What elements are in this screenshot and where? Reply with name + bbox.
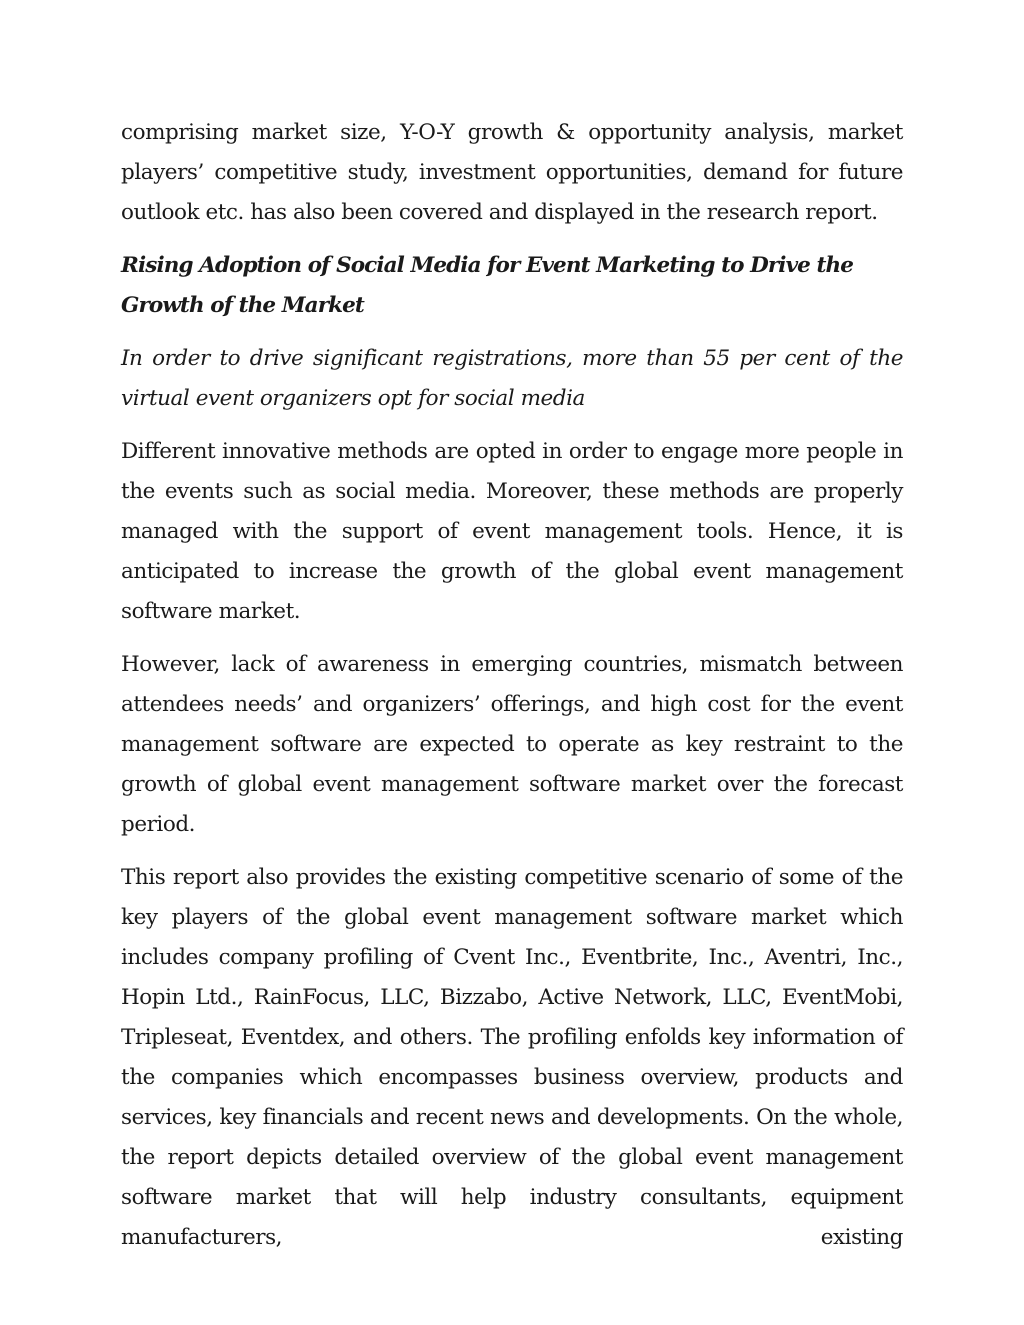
paragraph-restraints: However, lack of awareness in emerging countries, mismatch between attendees needs’ and organizers’ offerings, and high cost for the event management software are expected to operate as key restraint to the growth of global event management software market over the forecast period. [121,652,903,837]
paragraph-innovative-methods: Different innovative methods are opted in order to engage more people in the events such as social media. Moreover, these methods are properly managed with the support of event management tools. Hence, it is anticipated to increase the growth of the global event management software market. [121,439,903,624]
paragraph-market-coverage: comprising market size, Y-O-Y growth & opportunity analysis, market players’ competitive study, investment opportunities, demand for future outlook etc. has also been covered and displayed in the research report. [121,120,903,225]
section-subheading: In order to drive significant registrations, more than 55 per cent of the virtual event organizers opt for social media [121,346,903,411]
paragraph-key-players: This report also provides the existing competitive scenario of some of the key players of the global event management software market which includes company profiling of Cvent Inc., Eventbrite, Inc., Aventri, Inc., Hopin Ltd., RainFocus, LLC, Bizzabo, Active Network, LLC, EventMobi, Tripleseat, Eventdex, and others. The profiling enfolds key information of the companies which encompasses business overview, products and services, key financials and recent news and developments. On the whole, the report depicts detailed overview of the global event management software market that will help industry consultants, equipment manufacturers, existing [121,865,903,1250]
section-heading: Rising Adoption of Social Media for Event Marketing to Drive the Growth of the Market [121,253,854,318]
document-page [121,113,903,1271]
